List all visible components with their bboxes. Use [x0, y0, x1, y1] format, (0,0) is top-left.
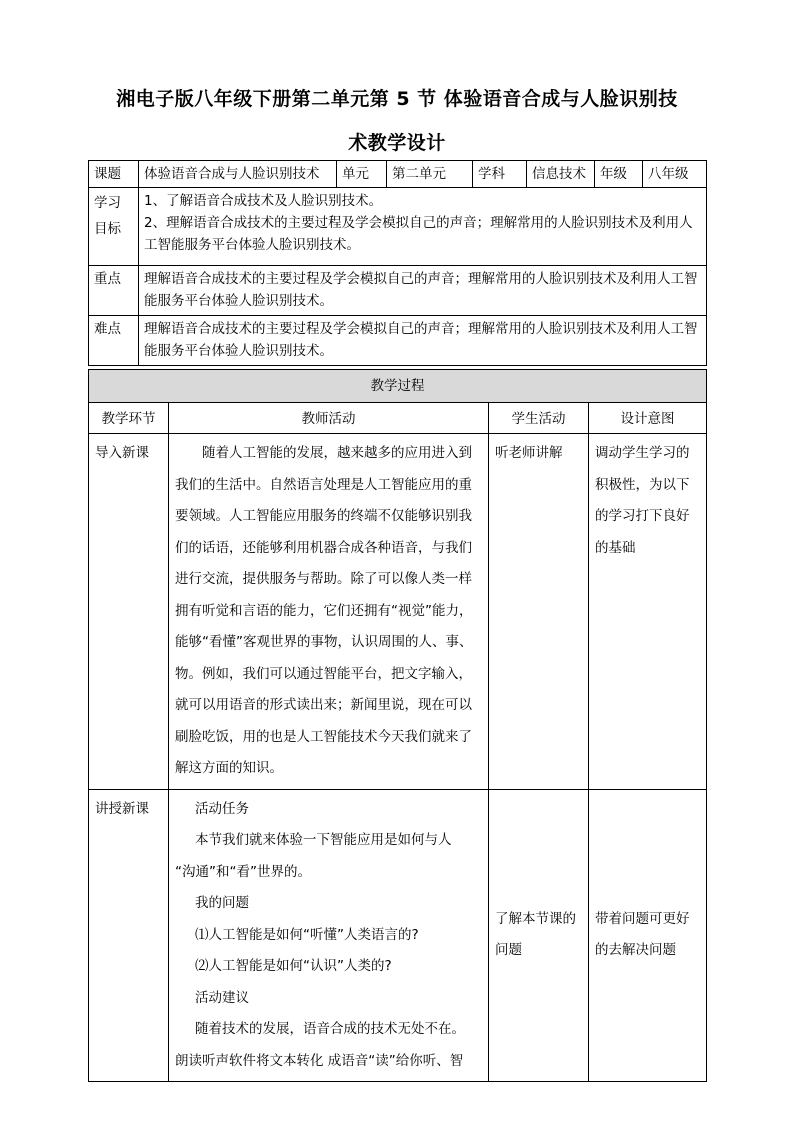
col-header-teacher: 教师活动 [169, 403, 489, 434]
col-header-student: 学生活动 [489, 403, 589, 434]
activity-task-text-2: “沟通”和“看”世界的。 [175, 863, 311, 880]
teaching-process-table [88, 369, 707, 1082]
new-lesson-student-activity: 了解本节课的问题 [489, 789, 589, 1082]
suggestion-text-2: 朗读听声软件将文本转化 成语音“读”给你听、智 [175, 1052, 464, 1069]
goals-content [139, 188, 707, 266]
new-lesson-design-intent: 带着问题可更好的去解决问题 [589, 789, 707, 1082]
process-banner: 教学过程 [89, 370, 707, 403]
goal-item-2: 2、理解语音合成技术的主要过程及学会模拟自己的声音；理解常用的人脸识别技术及利用人工智能服务平台体验人脸识别技术。 [144, 215, 693, 253]
course-info-table [88, 160, 707, 366]
grade-label: 年级 [595, 161, 643, 188]
col-header-stage: 教学环节 [89, 403, 169, 434]
goal-item-1: 1、了解语音合成技术及人脸识别技术。 [144, 193, 383, 209]
topic-value: 体验语音合成与人脸识别技术 [139, 161, 337, 188]
intro-design-intent: 调动学生学习的积极性，为以下的学习打下良好的基础 [589, 434, 707, 790]
intro-stage: 导入新课 [89, 434, 169, 790]
difficulty-label: 难点 [89, 316, 139, 366]
key-points-label: 重点 [89, 266, 139, 316]
subject-label: 学科 [473, 161, 527, 188]
topic-label: 课题 [89, 161, 139, 188]
document-title-line1: 湘电子版八年级下册第二单元第 5 节 体验语音合成与人脸识别技 [116, 88, 678, 110]
new-lesson-teacher-activity [169, 789, 489, 1082]
suggestion-text-1: 随着技术的发展，语音合成的技术无处不在。 [195, 1021, 465, 1037]
activity-suggestion-heading: 活动建议 [195, 989, 249, 1006]
document-title-line2: 术教学设计 [348, 132, 446, 154]
activity-task-heading: 活动任务 [195, 800, 249, 817]
difficulty-content: 理解语音合成技术的主要过程及学会模拟自己的声音；理解常用的人脸识别技术及利用人工智能服务平台体验人脸识别技术。 [139, 316, 707, 366]
intro-teacher-text: 随着人工智能的发展，越来越多的应用进入到我们的生活中。自然语言处理是人工智能应用的重要领域。人工智能应用服务的终端不仅能够识别我们的话语，还能够利用机器合成各种语音，与我们进行交流，提供服务与帮助。除了可以像人类一样拥有听觉和言语的能力，它们还拥有“视觉”能力，能够“看懂”客观世界的事物，认识周围的人、事、物。例如，我们可以通过智能平台，把文字输入，就可以用语音的形式读出来；新闻里说，现在可以刷脸吃饭，用的也是人工智能技术今天我们就来了解这方面的知识。 [175, 445, 473, 776]
new-lesson-stage: 讲授新课 [89, 789, 169, 1082]
col-header-intent: 设计意图 [589, 403, 707, 434]
grade-value: 八年级 [643, 161, 707, 188]
intro-teacher-activity [169, 434, 489, 790]
subject-value: 信息技术 [527, 161, 595, 188]
activity-task-text-1: 本节我们就来体验一下智能应用是如何与人 [195, 832, 452, 848]
goals-label: 学习目标 [89, 188, 139, 266]
unit-value: 第二单元 [387, 161, 473, 188]
key-points-content: 理解语音合成技术的主要过程及学会模拟自己的声音；理解常用的人脸识别技术及利用人工智能服务平台体验人脸识别技术。 [139, 266, 707, 316]
question-1: ⑴人工智能是如何“听懂”人类语言的? [195, 926, 419, 943]
unit-label: 单元 [337, 161, 387, 188]
question-2: ⑵人工智能是如何“认识”人类的? [195, 958, 392, 974]
intro-student-activity: 听老师讲解 [489, 434, 589, 790]
my-questions-heading: 我的问题 [195, 895, 249, 911]
